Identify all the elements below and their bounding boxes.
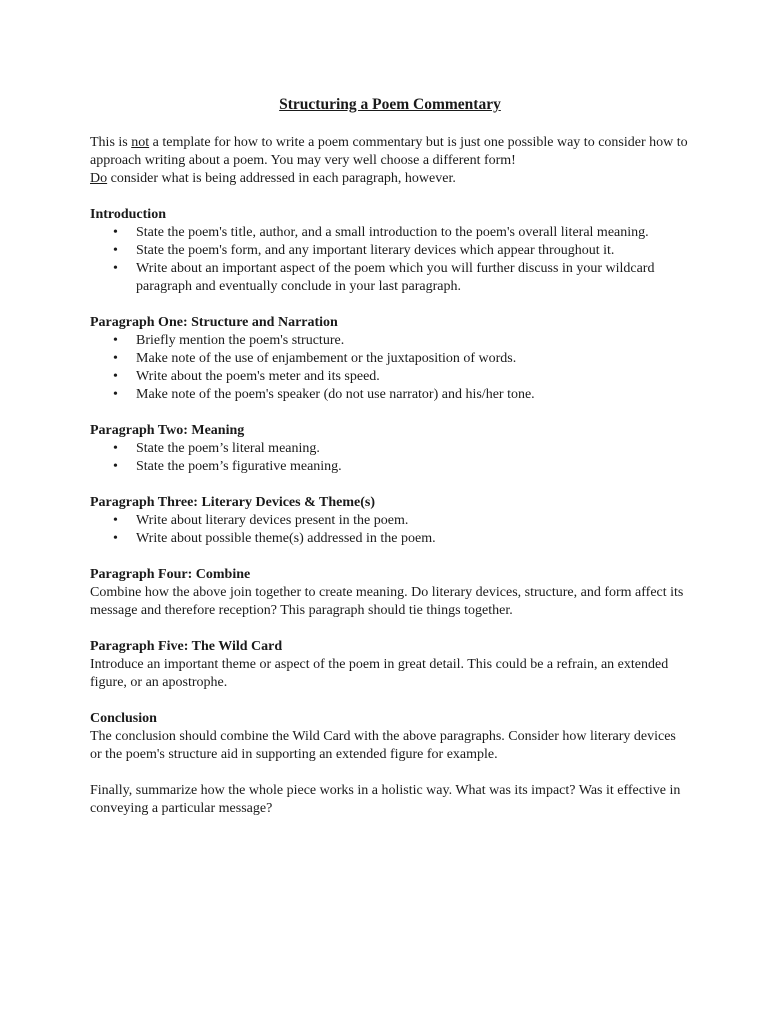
intro-text-2: a template for how to write a poem commentary but is just one possible way to consider how to approach writing about a poem. You may very well choose a different form! [90,135,688,168]
paragraph-three-heading: Paragraph Three: Literary Devices & Theme(s) [90,495,375,510]
list-item-text: Make note of the use of enjambement or the juxtaposition of words. [136,351,517,366]
paragraph-two-heading: Paragraph Two: Meaning [90,423,245,438]
list-item-text: Make note of the poem's speaker (do not use narrator) and his/her tone. [136,387,535,402]
list-item [90,368,656,386]
list-item-text: Write about possible theme(s) addressed in the poem. [136,531,436,546]
list-item [90,260,656,296]
list-item [90,332,656,350]
paragraph-three-bullet-list [90,512,690,548]
list-item [90,512,656,530]
paragraph-one-section [90,314,690,404]
list-item-text: State the poem's form, and any important literary devices which appear throughout it. [136,243,615,258]
final-paragraph-section [90,782,690,818]
document-title: Structuring a Poem Commentary [279,96,501,113]
bullet-icon: • [113,243,118,258]
introduction-bullet-list [90,224,690,296]
paragraph-five-heading: Paragraph Five: The Wild Card [90,639,283,654]
paragraph-five-section [90,638,690,692]
conclusion-text: The conclusion should combine the Wild Card with the above paragraphs. Consider how literary devices or the poem's structure aid in supporting an extended figure for example. [90,729,676,762]
list-item-text: Briefly mention the poem's structure. [136,333,345,348]
conclusion-section [90,710,690,764]
bullet-icon: • [113,459,118,474]
paragraph-four-heading: Paragraph Four: Combine [90,567,251,582]
list-item-text: Write about the poem's meter and its speed. [136,369,380,384]
intro-paragraph [90,134,690,188]
list-item-text: Write about an important aspect of the poem which you will further discuss in your wildcard paragraph and eventually conclude in your last paragraph. [136,261,655,294]
list-item [90,242,656,260]
paragraph-one-heading: Paragraph One: Structure and Narration [90,315,338,330]
bullet-icon: • [113,261,118,276]
list-item [90,386,656,404]
bullet-icon: • [113,333,118,348]
list-item [90,224,656,242]
bullet-icon: • [113,369,118,384]
introduction-heading: Introduction [90,207,166,222]
bullet-icon: • [113,513,118,528]
bullet-icon: • [113,225,118,240]
intro-not-emphasis: not [131,135,150,150]
paragraph-two-bullet-list [90,440,690,476]
bullet-icon: • [113,531,118,546]
paragraph-one-bullet-list [90,332,690,404]
paragraph-two-section [90,422,690,476]
list-item [90,530,656,548]
bullet-icon: • [113,351,118,366]
document-page [90,95,690,836]
paragraph-four-text: Combine how the above join together to create meaning. Do literary devices, structure, and form affect its message and therefore reception? This paragraph should tie things together. [90,585,684,618]
list-item [90,458,656,476]
intro-do-emphasis: Do [90,171,108,186]
list-item-text: State the poem’s literal meaning. [136,441,320,456]
list-item-text: State the poem’s figurative meaning. [136,459,342,474]
paragraph-four-section [90,566,690,620]
introduction-section [90,206,690,296]
bullet-icon: • [113,441,118,456]
conclusion-heading: Conclusion [90,711,157,726]
intro-text-1: This is [90,135,132,150]
list-item-text: Write about literary devices present in the poem. [136,513,409,528]
list-item [90,440,656,458]
list-item-text: State the poem's title, author, and a small introduction to the poem's overall literal meaning. [136,225,649,240]
intro-text-3: consider what is being addressed in each paragraph, however. [107,171,456,186]
paragraph-five-text: Introduce an important theme or aspect of the poem in great detail. This could be a refrain, an extended figure, or an apostrophe. [90,657,669,690]
final-paragraph-text: Finally, summarize how the whole piece works in a holistic way. What was its impact? Was it effective in conveying a particular message? [90,783,681,816]
list-item [90,350,656,368]
bullet-icon: • [113,387,118,402]
paragraph-three-section [90,494,690,548]
